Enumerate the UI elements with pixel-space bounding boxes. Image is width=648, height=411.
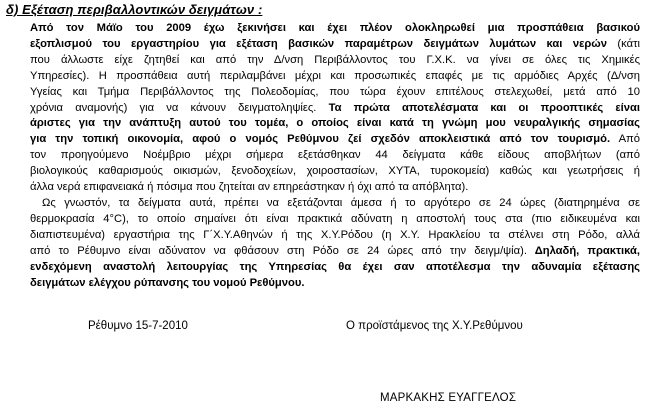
text-line — [30, 69, 640, 85]
text-line — [30, 21, 640, 37]
text-line — [30, 212, 640, 228]
text-segment: χρόνια αναμονής) για να κάνουν δειγματοληψίες. — [30, 101, 317, 114]
text-segment: εξοπλισμού του εργαστηρίου για εξέταση βασικών παραμέτρων δειγμάτων λυμάτων και νερών — [30, 37, 607, 50]
text-line — [30, 164, 640, 180]
section-heading: δ) Εξέταση περιβαλλοντικών δειγμάτων : — [6, 2, 263, 17]
text-line — [30, 37, 640, 53]
text-line — [30, 148, 640, 164]
date-place-line: Ρέθυμνο 15-7-2010 — [88, 320, 188, 332]
body-text — [30, 21, 640, 291]
text-segment: που άλλωστε είχε ζητηθεί και από την Δ/νση Περιβάλλοντος του Γ.Χ.Κ. να γίνει σε όλες τις Χημικές — [30, 53, 640, 66]
text-line — [30, 53, 640, 69]
text-segment: (κάτι — [606, 37, 640, 50]
text-segment: Υπηρεσίες). Η προσπάθεια αυτή περιλαμβάνει μέχρι και προσωπικές επαφές με τις αρμόδιες Αρχές (Δ/νση — [30, 69, 640, 82]
text-segment: από το Ρέθυμνο είναι αδύνατον να φθάσουν στη Ρόδο σε 24 ώρες από την δειγμ/ψία). — [30, 244, 527, 257]
text-line — [30, 132, 640, 148]
text-segment: ενδεχόμενη αναστολή λειτουργίας της Υπηρεσίας θα έχει σαν αποτέλεσμα την αδυναμία εξέτασης — [30, 260, 640, 273]
text-segment: δειγμάτων ελέγχου ρύπανσης του νομού Ρεθύμνου. — [30, 276, 305, 289]
signature-name: ΜΑΡΚΑΚΗΣ ΕΥΑΓΓΕΛΟΣ — [380, 392, 517, 404]
text-line — [30, 228, 640, 244]
text-segment: άλλα νερά επιφανειακά ή πόσιμα που ζητείται αν επηρεάστηκαν ή όχι από τα απόβλητα). — [30, 181, 469, 194]
text-line — [30, 196, 640, 212]
text-segment: άριστες για την ανάπτυξη αυτού του τομέα, ο οποίος είναι κατά τη γνώμη μου νευραλγικής σημασίας — [30, 117, 640, 130]
paragraph-equipment — [30, 21, 640, 196]
text-line — [30, 180, 640, 196]
text-segment: για την τοπική οικονομία, αφού ο νομός Ρεθύμνου ζεί σχεδόν αποκλειστικά από τον τουρισμό. — [30, 133, 611, 146]
text-segment: Από — [610, 133, 640, 146]
text-segment: θερμοκρασία 4°C), το οποίο σημαίνει ότι είναι πρακτικά αδύνατη η αποστολή τους στα (πιο ειδικευμένα και — [30, 212, 640, 225]
text-line — [30, 116, 640, 132]
paragraph-sample-timing — [30, 196, 640, 291]
text-segment: Υγείας και Τμήμα Περιβάλλοντος της Πολεοδομίας, που τώρα έχουν επιτέλους στελεχωθεί, μετά από 10 — [30, 85, 640, 98]
text-line — [30, 260, 640, 276]
text-line — [30, 85, 640, 101]
text-segment: διαπιστευμένα) εργαστήρια της Γ΄Χ.Υ.Αθηνών ή της Χ.Υ.Ρόδου (η Χ.Υ. Ηρακλείου τα στέλνει στη Ρόδο, αλλά — [30, 228, 640, 241]
text-segment: Δηλαδή, πρακτικά, — [526, 244, 640, 257]
text-segment: βιολογικούς καθαρισμούς οικισμών, ξενοδοχείων, χοιροστασίων, ΧΥΤΑ, τυροκομεία) καθώς και γεωτρήσεις ή — [30, 165, 640, 178]
text-line — [30, 276, 640, 292]
text-line — [30, 244, 640, 260]
head-of-office-title: Ο προϊστάμενος της Χ.Υ.Ρεθύμνου — [346, 320, 523, 332]
text-segment: Τα πρώτα αποτελέσματα και οι προοπτικές είναι — [316, 101, 640, 114]
text-segment: Ως γνωστόν, τα δείγματα αυτά, πρέπει να εξετάζονται άμεσα ή το αργότερο σε 24 ώρες (διατηρημένα σε — [42, 196, 640, 209]
text-line — [30, 101, 640, 117]
text-segment: Από τον Μάϊο του 2009 έχω ξεκινήσει και έχει πλέον ολοκληρωθεί μια προσπάθεια βασικού — [30, 22, 640, 34]
text-segment: τον προηγούμενο Νοέμβριο μέχρι σήμερα εξετάσθηκαν 44 δείγματα κάθε είδους αποβλήτων (από — [30, 149, 640, 162]
